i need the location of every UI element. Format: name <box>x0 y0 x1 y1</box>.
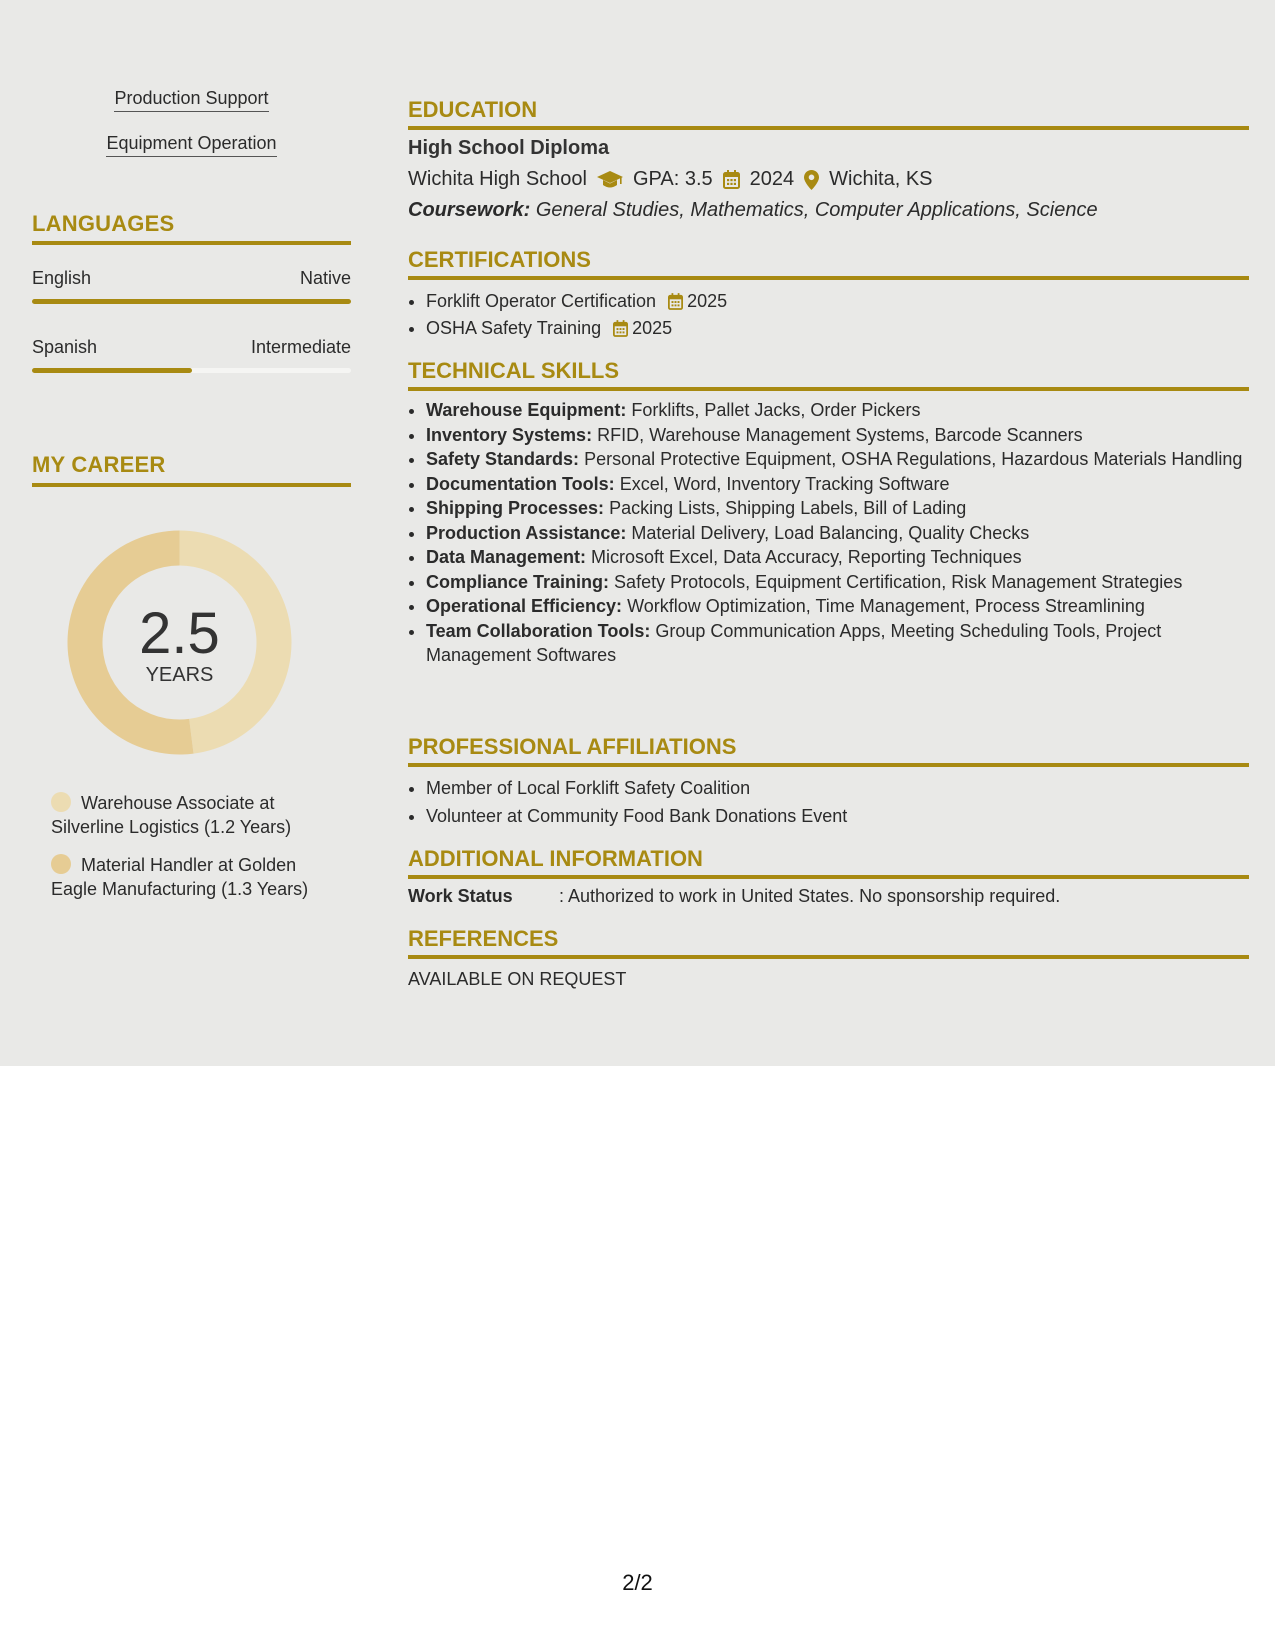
technical-skill-text: RFID, Warehouse Management Systems, Barcode Scanners <box>597 424 1083 445</box>
work-status-value: : Authorized to work in United States. No sponsorship required. <box>559 886 1061 906</box>
certifications-rule <box>408 276 1249 280</box>
career-legend-item <box>51 791 341 839</box>
legend-label: Warehouse Associate at Silverline Logistics (1.2 Years) <box>51 793 292 837</box>
technical-skill-label: Warehouse Equipment: <box>426 400 627 420</box>
technical-skill-item <box>426 619 1249 668</box>
language-name: Spanish <box>32 337 98 357</box>
legend-label: Material Handler at Golden Eagle Manufacturing (1.3 Years) <box>51 855 309 899</box>
technical-skills-list <box>426 398 1249 668</box>
technical-skill-text: Excel, Word, Inventory Tracking Software <box>619 473 950 494</box>
language-spanish <box>32 337 351 358</box>
references-heading: REFERENCES <box>408 926 559 951</box>
work-status-row <box>408 886 1060 907</box>
legend-dot <box>51 792 71 812</box>
affiliations-heading: PROFESSIONAL AFFILIATIONS <box>408 734 737 759</box>
technical-skill-label: Operational Efficiency: <box>426 596 623 616</box>
certifications-list <box>426 288 1249 342</box>
skill-equipment-operation <box>32 133 351 157</box>
career-heading: MY CAREER <box>32 452 166 477</box>
technical-skill-text: Forklifts, Pallet Jacks, Order Pickers <box>631 400 921 420</box>
legend-dot <box>51 854 71 874</box>
technical-skill-label: Data Management: <box>426 547 587 567</box>
language-english-fill <box>32 299 351 304</box>
calendar-icon <box>668 293 683 310</box>
references-text: AVAILABLE ON REQUEST <box>408 969 627 989</box>
career-total-years: 2.5 <box>139 601 220 666</box>
references-rule <box>408 955 1249 959</box>
technical-skill-label: Inventory Systems: <box>426 424 593 445</box>
languages-heading: LANGUAGES <box>32 211 175 236</box>
technical-skill-text: Group Communication Apps, Meeting Scheduling Tools, Project Management Softwares <box>426 620 1162 665</box>
work-status-label: Work Status <box>408 886 513 906</box>
technical-skill-item <box>426 423 1249 448</box>
career-rule <box>32 483 351 487</box>
language-english <box>32 268 351 289</box>
technical-skill-label: Production Assistance: <box>426 522 627 543</box>
career-legend-item <box>51 853 341 901</box>
education-school: Wichita High School <box>408 168 587 190</box>
skill-label: Production Support <box>114 88 268 112</box>
technical-skill-item <box>426 496 1249 521</box>
coursework-text: General Studies, Mathematics, Computer Applications, Science <box>535 199 1098 221</box>
affiliation-item: • Member of Local Forklift Safety Coalition <box>426 774 1249 802</box>
education-details <box>408 168 933 191</box>
technical-skill-item <box>426 521 1249 546</box>
technical-skill-item <box>426 594 1249 619</box>
education-location: Wichita, KS <box>829 168 933 190</box>
affiliation-item: • Volunteer at Community Food Bank Donations Event <box>426 802 1249 830</box>
technical-skill-text: Material Delivery, Load Balancing, Quality Checks <box>631 522 1030 543</box>
map-pin-icon <box>804 170 819 190</box>
affiliations-rule <box>408 763 1249 767</box>
language-level: Native <box>299 268 351 288</box>
education-gpa: GPA: 3.5 <box>632 168 713 190</box>
technical-skill-text: Workflow Optimization, Time Management, Process Streamlining <box>627 596 1145 616</box>
technical-skill-label: Compliance Training: <box>426 571 610 592</box>
language-english-bar <box>32 299 351 304</box>
technical-skill-text: Packing Lists, Shipping Labels, Bill of Lading <box>609 498 967 518</box>
technical-skill-label: Safety Standards: <box>426 449 580 469</box>
career-total-unit: YEARS <box>145 664 214 686</box>
affiliations-list <box>426 774 1249 830</box>
education-heading: EDUCATION <box>408 97 538 122</box>
certification-item <box>426 288 1249 315</box>
technical-skill-item <box>426 570 1249 595</box>
language-level: Intermediate <box>250 337 351 357</box>
language-spanish-bar <box>32 368 351 373</box>
education-coursework <box>408 199 1098 222</box>
calendar-icon <box>613 320 628 337</box>
certification-year: 2025 <box>632 318 673 338</box>
certifications-heading: CERTIFICATIONS <box>408 247 591 272</box>
certification-item <box>426 315 1249 342</box>
certification-name: • Forklift Operator Certification <box>426 291 657 311</box>
technical-skill-label: Team Collaboration Tools: <box>426 620 651 641</box>
technical-skill-item <box>426 545 1249 570</box>
education-degree: High School Diploma <box>408 137 610 159</box>
coursework-label: Coursework: <box>408 199 531 221</box>
skill-label: Equipment Operation <box>106 133 276 157</box>
education-rule <box>408 126 1249 130</box>
additional-info-rule <box>408 875 1249 879</box>
technical-skill-text: Personal Protective Equipment, OSHA Regulations, Hazardous Materials Handling <box>584 449 1243 469</box>
education-year: 2024 <box>749 168 795 190</box>
graduation-cap-icon <box>597 171 623 189</box>
technical-skill-label: Documentation Tools: <box>426 473 615 494</box>
skill-production-support <box>32 88 351 112</box>
technical-skill-label: Shipping Processes: <box>426 498 605 518</box>
language-spanish-fill <box>32 368 192 373</box>
technical-skills-heading: TECHNICAL SKILLS <box>408 358 620 383</box>
calendar-icon <box>723 170 740 189</box>
additional-info-heading: ADDITIONAL INFORMATION <box>408 846 703 871</box>
technical-skill-item <box>426 472 1249 497</box>
technical-skill-item <box>426 398 1249 423</box>
technical-skill-text: Microsoft Excel, Data Accuracy, Reporting Techniques <box>591 547 1022 567</box>
languages-rule <box>32 241 351 245</box>
technical-skill-text: Safety Protocols, Equipment Certification, Risk Management Strategies <box>614 571 1183 592</box>
technical-skills-rule <box>408 387 1249 391</box>
career-donut-chart <box>67 530 292 755</box>
donut-center <box>67 530 292 755</box>
certification-name: • OSHA Safety Training <box>426 318 602 338</box>
page-number: 2/2 <box>622 1570 653 1595</box>
certification-year: 2025 <box>687 291 728 311</box>
technical-skill-item <box>426 447 1249 472</box>
language-name: English <box>32 268 92 288</box>
